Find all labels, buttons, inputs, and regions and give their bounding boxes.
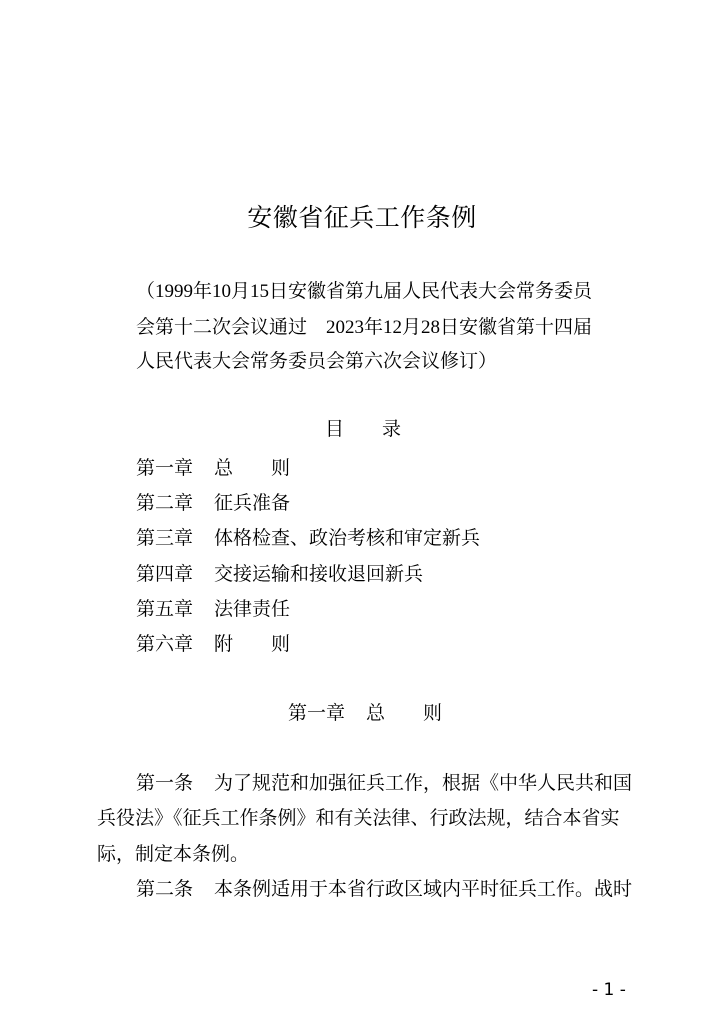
adoption-note-line-2: 会第十二次会议通过 2023年12月28日安徽省第十四届 <box>136 316 593 338</box>
toc-item: 第二章 征兵准备 <box>136 492 291 514</box>
article-1-line-1: 第一条 为了规范和加强征兵工作，根据《中华人民共和国 <box>136 772 633 794</box>
adoption-note-line-1: （1999年10月15日安徽省第九届人民代表大会常务委员 <box>136 280 593 302</box>
toc-item: 第六章 附 则 <box>136 633 291 655</box>
toc-heading: 目 录 <box>325 418 402 440</box>
article-1-line-2: 兵役法》《征兵工作条例》和有关法律、行政法规，结合本省实 <box>97 807 620 829</box>
toc-item: 第五章 法律责任 <box>136 598 291 620</box>
toc-item: 第四章 交接运输和接收退回新兵 <box>136 563 424 585</box>
adoption-note-line-3: 人民代表大会常务委员会第六次会议修订） <box>136 350 498 372</box>
chapter-heading: 第一章 总 则 <box>288 702 443 724</box>
article-1-line-3: 际，制定本条例。 <box>97 843 250 865</box>
document-title: 安徽省征兵工作条例 <box>247 203 477 232</box>
page-number: - 1 - <box>592 980 626 1000</box>
toc-item: 第三章 体格检查、政治考核和审定新兵 <box>136 527 481 549</box>
article-2-line-1: 第二条 本条例适用于本省行政区域内平时征兵工作。战时 <box>136 878 633 900</box>
toc-item: 第一章 总 则 <box>136 457 291 479</box>
